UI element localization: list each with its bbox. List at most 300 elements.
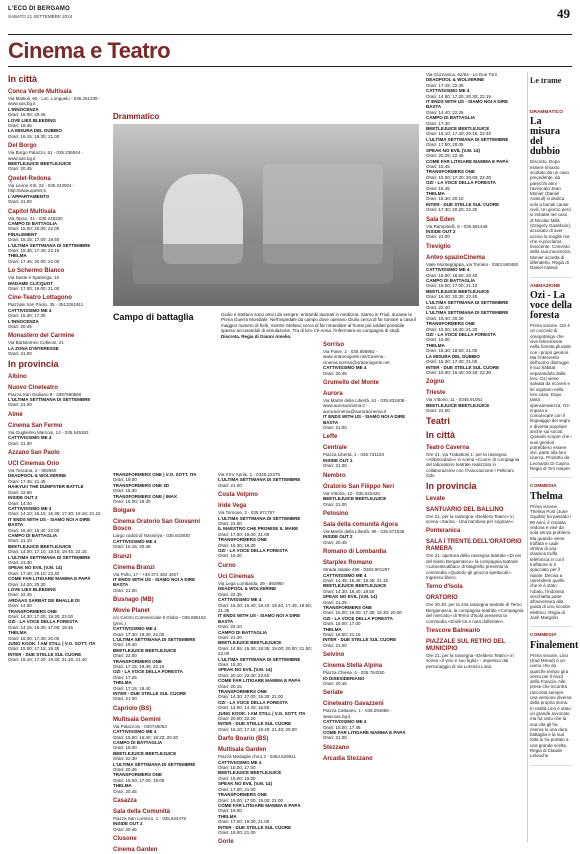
film-title: TRANSFORMERS ONE [426,169,476,175]
showtimes: Orari: 15.45 [426,163,450,169]
film-title: TRANSFORMERS ONE | V.O. SOTT. ITA [113,472,197,477]
film-title: L'INNOCENZA [8,318,39,324]
showtimes: Orari: 19.00 [113,477,137,483]
venue-address: Via Guzzanica, 62/64 - Le Due Torri [426,72,498,77]
listings-column-4 [323,338,420,842]
showtimes: Orari: 16.00; 18.30 [113,499,151,505]
showtimes: Orari: 21.00 [323,425,347,431]
venue-address: Piazza Medaglie d'oro 2 - 0364.529911 [218,754,296,760]
film-title: INTER - DUE STELLE SUL CUORE [426,364,500,370]
section-heading: Teatri [426,415,450,426]
venue-town: Nembro [323,472,346,479]
film-title: BEETLEJUICE BEETLEJUICE [218,640,282,646]
film-title: SPEAK NO EVIL (V.M. 14) [218,781,273,787]
showtimes: Orari: 21.00 [113,696,137,702]
venue-address: Ore 21: apertura della rassegna teatrale «Di nei del teatro Bergamasco» la compagnia teatrale «Lamenticalbau» di Magnello presenta la commedia «Quando gli gnocca spettacoli». Ingresso libero. [426,553,522,580]
showtimes: Orari: 21.00 [323,642,347,648]
venue-address: Ore 21, via Trabattoni 1: per la rassegna «Abbecedario» in scena «Cuori» di compagnia del laboratorio teatrale realizzato in collaborazione con l'Associazione I Pellicani Odv. [426,451,520,479]
venue-address: Via Borgo Palazzo, 51 - 035.236944 - www.sas.bg.it [8,150,83,161]
showtimes: Orari: 21.20 [218,634,242,640]
showtimes: Orari: 14.30; 17.00; 19.30; 21.00 [218,694,284,700]
showtimes: Orari: 18.45 [8,123,32,129]
film-title: CATTIVISSIMO ME 4 [218,759,262,765]
showtimes: Orari: 21.00 [113,587,137,593]
showtimes: Orari: 15.00; 16.00; 17.30; 18.30; 20.00 [323,610,402,616]
venue-address: Via Toscana, 2 - 892960 [8,468,57,474]
photo-genre-label: Drammatico [113,112,160,121]
film-title: L'ULTIMA SETTIMANA DI SETTEMBRE [218,477,301,483]
review-text: Prima visione. Lino (Kad Merad) è un uomo che da qualche tempo gira verso per il Nord della Francia. Alle prese che incontra racconta sempre una versione diversa della propria storia. In realtà Lino è stato un grande avvocato ma ha visto che la sua vita gli ha riserva lo una dura battaglia e la sua lotta lo ha portato a una grande scelta. Regia di Claude Lelouche. [530,652,572,759]
venue-address: Via Piave, 2 - 035.656962 - www.oratoriogorle.net/Cinema - cinema.sorriso@oratoriogorle.net [323,349,390,365]
film-title: CAMPO DI BATTAGLIA [113,740,163,745]
film-title: INSIDE OUT 2 [426,228,456,234]
showtimes: Orari: 20.45 [113,788,137,794]
film-title: JUNG KOOK: I AM STILL | V.O. SOTT. ITA [218,710,306,716]
showtimes: Orari: 22.00 [113,653,137,659]
showtimes: Orari: 17.00; 21.00 [218,786,256,792]
showtimes: Orari: 19.00 [218,808,242,814]
film-title: DEADPOOL & WOLVERINE [218,586,277,592]
venue-name: Movie Planet [113,608,150,615]
venue-name: Oratorio San Filippo Neri [323,483,395,490]
film-title: BEETLEJUICE BEETLEJUICE [426,402,490,408]
showtimes: Orari: 17.00; 19.00; 21.00 [218,819,270,825]
venue-name: Trieste [426,390,446,397]
film-title: THELMA [426,190,445,196]
film-title: CATTIVISSIMO ME 4 [8,435,52,441]
film-title: BEETLEJUICE BEETLEJUICE [8,543,72,549]
venue-name: SALA I TRENTE DELL'ORATORIO RAMERA [426,539,522,553]
venue-name: Cineteatro Gavazzeni [323,701,384,708]
film-title: FINALEMENT [8,231,37,237]
showtimes: Orari: 17.30; 20.20; 22.30 [426,207,478,213]
photo-caption-title: Campo di battaglia [113,312,194,322]
film-title: L'ULTIMA SETTIMANA DI SETTEMBRE [218,515,301,521]
venue-address: c/o Centro Commerciale Il Globo - 039.695182 (prec.) [113,615,207,626]
subsection-heading: In provincia [426,480,477,491]
venue-town: Capriolo (BS) [113,705,152,712]
showtimes: Orari: 15.10; 17.40; 20.15; 22.40 [426,131,492,137]
film-title: OZI - LA VOCE DELLA FORESTA [218,699,288,705]
section-rule [8,66,572,67]
showtimes: Orari: 15.00; 19.00 [218,775,256,781]
showtimes: Orari: 15.10; 17.15; 19.40; 21.40; 20.00 [218,726,297,732]
venue-name: Sala Eden [426,216,455,223]
venue-address: Via Torrione, 2 - 035.971757 [218,510,275,516]
film-title: DEADPOOL & WOLVERINE [8,473,67,479]
showtimes: Orari: 21.30 [8,559,32,565]
venue-town: Bolgare [113,508,136,515]
venue-town: Grumello del Monte [323,380,380,387]
film-title: THELMA [113,680,132,686]
showtimes: Orari: 17.40; 20.10; 22.40 [8,570,60,576]
film-title: CAMPO DI BATTAGLIA [426,115,476,121]
showtimes: Orari: 15.00; 17.45 [323,724,361,730]
film-title: THELMA [8,630,27,636]
showtimes: Orari: 21.00 [323,463,347,469]
showtimes: Orari: 18.50; 21.15 [323,632,361,637]
film-title: THELMA [426,342,445,348]
venue-name: Cinema Branzi [113,564,155,571]
film-title: CATTIVISSIMO ME 4 [8,505,52,511]
showtimes: Orari: 15.00; 17.30; 20.00; 22.30 [426,174,492,180]
film-title: OZI - LA VOCE DELLA FORESTA [426,180,496,186]
film-title: BEETLEJUICE BEETLEJUICE [218,770,282,776]
showtimes: Orari: 21.25 [323,599,347,605]
showtimes: Orari: 15.30 [218,553,242,559]
venue-town: Capitol Multisala [8,208,56,215]
listings-column-5 [426,72,524,842]
venue-town: Trescore Balneario [426,628,481,635]
venue-name: Multisala Gemini [113,716,161,723]
film-title: BEETLEJUICE BEETLEJUICE [323,496,387,502]
showtimes: Orari: 20.45 [8,324,32,329]
showtimes: Orari: 15.30; 17.30; 22.15 [8,247,60,253]
showtimes: Orari: 17.15; 22.35 [426,82,464,88]
film-title: CATTIVISSIMO ME 4 [426,88,470,94]
showtimes: Orari: 16.15; 18.30; 21.00 [8,133,60,139]
film-title: OZI - LA VOCE DELLA FORESTA [218,548,288,554]
venue-address: Ore 21: per la rassegna «Deldera Teatro» in scena «Sarina - Una bambina per sognare». [426,513,515,524]
showtimes: Orari: 15.45 [426,185,450,191]
film-title: INTER - DUE STELLE SUL CUORE [113,690,187,696]
venue-town: Clusone [113,836,137,843]
showtimes: Orari: 15.00; 16.40; 20.40; 22.30 [426,369,492,375]
venue-address: Piazza Cattaneo, 1 - 035.294868 - www.sas.bg.it [323,708,392,719]
showtimes: Orari: 21.00 [426,234,450,240]
film-title: INSIDE OUT 2 [113,821,143,827]
showtimes: Orari: 17.25 [113,674,137,680]
venue-address: Piazzale San Paolo, 35 - 3513261911 [8,302,84,308]
film-title: LA MISURA DEL DUBBIO [426,353,480,359]
venue-town: Azzano San Paolo [8,450,60,457]
showtimes: Orari: 14.20; 20.30 [8,581,46,587]
showtimes: Orari: 17.15; 19.40 [113,685,151,691]
film-title: BEETLEJUICE BEETLEJUICE [8,161,72,167]
film-title: IL MAESTRO CHE PROMISE IL MARE [218,526,299,532]
venue-address: Viale Montegrappa, via Torriani - 0363.560460 [426,261,519,267]
showtimes: Orari: 14.00 [8,603,32,609]
venue-name: Nuovo Cineteatro [8,384,59,391]
film-title: BEETLEJUICE BEETLEJUICE [426,126,490,132]
film-title: CATTIVISSIMO ME 4 [113,729,157,735]
film-title: BEETLEJUICE BEETLEJUICE [113,750,177,756]
showtimes: Orari: 16.40; 19.40; 22.00 [8,527,60,533]
film-title: COME FAR LITIGARE MAMMA E PAPÀ [218,678,301,684]
showtimes: Orari: 17.00; 19.00; 21.00 [218,531,270,537]
film-title: OZI - LA VOCE DELLA FORESTA [426,332,496,338]
venue-town: Del Borgo [8,143,37,150]
review-text: Prima visione. Ozi è un cucciolo di orangotango che vive felicemente nella foresta pluviale con i propri genitori. Ma l'intervento dell'uomo distrugge il suo habitat separandola dalla loro. Ozi viene salvata da ricoveri e lei ospitano nella loro casa. Dopo tanta spensieratezza, Ozi impara a comunicare con il linguaggio dei segni e diventa popolare anche sui social. Quando scopre che i suoi genitori potrebbero essere vivi, parte alla loro ricerca. Prodotto da Leonardo Di Caprio. Regia di Tim Harper. [530,323,572,472]
venue-name: UCI Cinemas Orio [8,461,60,468]
showtimes: Orari: 15.20; 16.40; 18.10; 19.40; 17.45; 18.50; 21.35 [218,602,312,613]
showtimes: Orari: 14.15; 16.30; 17.00; 18.45 [8,624,74,630]
showtimes: Orari: 15.00; 16.50; 20.40 [426,272,478,278]
venue-town: Terno d'Isola [426,584,463,591]
showtimes: Orari: 15.00; 17.30; 20.00 [8,635,60,641]
venue-name: Multisala Garden [218,747,267,754]
venue-address: Piazza Chiesa, 4 - 035.764250 [323,670,385,676]
issue-date: SABATO 21 SETTEMBRE 2024 [8,14,73,19]
venue-name: Cinema Stella Alpina [323,663,383,670]
review-film-title: La misura del dubbio [530,116,561,158]
venue-address: Ore 21: per la rassegna «Deldera Teatro» in scena «Il vino e suo figlio» - impresso dal personaggio di via Lorenzo Lotto. [426,653,514,669]
film-title: IT ENDS WITH US - SIAMO NOI A DIRE BASTA [323,414,406,425]
venue-name: Anteo spazioCinema [426,254,486,261]
showtimes: Orari: 14.00; 17.10; 18.15; 19.45; 22.15 [8,549,87,555]
showtimes: Orari: 15.00; 16.40; 18.20; 20.20 [113,734,179,740]
film-title: TRANSFORMERS ONE [218,689,268,694]
film-title: ARDAAS SARBAT DE BHALLE DI [8,597,80,603]
film-title: INTER - DUE STELLE SUL CUORE [8,651,82,657]
film-title: SPEAK NO EVIL (V.M. 14) [8,565,63,571]
film-title: TRANSFORMERS ONE [113,658,163,664]
venue-town: Treviglio [426,243,451,250]
venue-address: Via Lega Lombarda, 39 - 892960 [218,580,284,586]
showtimes: Orari: 20.45 [323,370,347,376]
showtimes: Orari: 22.45 [8,592,32,598]
venue-town: Conca Verde Multisala [8,89,72,95]
showtimes: Orari: 15.00; 17.00; 21.10 [426,283,478,289]
venue-address: Piazza Libertà, 1 - 035.731154 [323,452,384,458]
film-title: COME FAR LITIGARE MAMMA E PAPÀ [323,730,406,736]
page-number: 49 [557,6,570,21]
venue-address: Strada statale 498 - 0363.901297 [323,567,390,573]
showtimes: Orari: 22.35 [218,591,242,597]
film-title: INTER - DUE STELLE SUL CUORE [323,637,397,643]
review-genre: ANIMAZIONE [530,283,561,289]
photo-foreground [133,244,393,284]
film-title: IO DISESIDERIANO [323,675,365,681]
film-title: SPEAK NO EVIL (V.M. 14) [218,667,273,673]
venue-address: Via Guglielmo Marconi, 14 - 035.545363 [8,429,89,435]
film-title: IT ENDS WITH US - SIAMO NOI A DIRE BASTA [218,613,301,624]
film-title: INTER - DUE STELLE SUL CUORE [426,201,500,207]
showtimes: Orari: 20.45 [113,826,137,832]
film-title: THELMA [218,813,237,819]
showtimes: Orari: 14.30; 16.40; 18.50 [323,588,375,594]
showtimes: Orari: 20.25; 22.45 [426,153,464,159]
showtimes: Orari: 14.10; 15.15; 16.35; 17.30; 19.15; 21.15 [8,511,101,517]
film-title: TRANSFORMERS ONE [218,792,268,798]
venue-town: Zogno [426,379,445,386]
film-title: INTER - DUE STELLE SUL CUORE [218,824,292,830]
film-title: L'ULTIMA SETTIMANA DI SETTEMBRE [426,136,509,142]
showtimes: Orari: 18.30 [113,745,137,751]
showtimes: Orari: 21.00 [218,482,242,488]
film-title: COME FAR LITIGARE MAMMA E PAPÀ [218,802,301,808]
film-title: LA MISURA DEL DUBBIO [8,128,62,134]
venue-town: Monastero del Carmine [8,333,75,340]
showtimes: Orari: 14.45; 16.45; 18.45; 21.15 [323,577,389,583]
photo-caption-body: Giulio e Stefano sono amici da sempre, entrambi laureati in medicina. Siamo in Friuli, durante la Prima Guerra Mondiale. Nell'ospedale da campo dove operano Giulio cerca di far tornare a casa il maggior numero di feriti, mentre Stefano cerca di far rimandare al fronte più soldati possibile spesso accusandoli di simulazione. Tra di loro c'è Anna, l'infermiera ex compagna di studi. [221,312,417,334]
in-citta-heading: In città [8,74,38,84]
venue-town: Selvino [323,652,345,659]
film-title: OZI - LA VOCE DELLA FORESTA [8,619,78,625]
film-title: DEADPOOL & WOLVERINE [426,77,485,83]
venue-address: Via Martiri della Libertà, 61 - 035.833408 - www.auroracinema.it - auroracinema@auroracinema.it [323,398,407,414]
venue-name: ORATORIO [426,595,458,602]
showtimes: Orari: 20.45 [323,681,347,687]
venue-town: Lo Schermo Bianco [8,268,65,275]
film-title: L'ULTIMA SETTIMANA DI SETTEMBRE [8,554,91,560]
showtimes: Orari: 22.10 [218,624,242,630]
venue-name: Sorriso [323,342,345,348]
film-title: LOVE LIES BLEEDING [8,117,57,123]
showtimes: Orari: 15.00; 17.15; 19.30 [8,646,60,652]
film-title: CAMPO DI BATTAGLIA [8,220,58,226]
showtimes: Orari: 16.00; 20.45 [8,112,46,118]
venue-town: Leffe [323,434,338,441]
review-text: Discreto. Dopo essere rimasto scottato da un caso precedente, da parecchi anni l'avvocato Jean Monier (Daniel Auteuil) si dedica solo a bonali cause civili. Un giorno però si imbatte nel caso di Nicolas Milik (Grégory Gadebois), accusato di aver ucciso la moglie ma che si proclama innocente. Convinto della sua innocenza, Monier accetta di difenderlo. Regia di Daniel Auteuil. [530,159,572,271]
showtimes: Orari: 16.15; 20.45 [113,544,151,550]
venue-name: Teatro Caverna [426,444,470,451]
venue-town: Romano di Lombardia [323,549,387,556]
showtimes: Orari: 20.45 [323,539,347,545]
film-title: OZI - LA VOCE DELLA FORESTA [323,615,393,621]
venue-town: Petosino [323,510,349,517]
showtimes: Orari: 20.10; 22.30; 23.50 [218,672,270,678]
showtimes: Orari: 17.15; 19.45; 22.15 [113,663,165,669]
showtimes: Orari: 17.00; 19.00; 21.00 [8,285,60,291]
review-genre: COMMEDIA [530,484,557,490]
venue-town: Albino [8,373,27,380]
film-still-photo [113,124,419,306]
showtimes: Orari: 14.50; 17.20; 20.30; 22.15 [426,93,492,99]
review-text: Prima visione. Thelma Post (June Squibb) ha passato i 90 anni, è rimasta vedova e vive da sola senza problemi. Ma quando viene truffata e cade vittima di una classica truffa telefonica in cui il truffatore si è spacciato per il nipote. Decisa a riprendersi quello che le è stato rubato, l'indomita vecchietta parte all'avventura alla guida di uno scooter elettrico. Regia di Josh Margolin. [530,503,572,620]
venue-address: Via Rampinelli, 9 - 035.591449 [426,223,488,229]
film-title: L'ULTIMA SETTIMANA DI SETTEMBRE [113,761,196,767]
showtimes: Orari: 21.00 [323,501,347,507]
photo-caption-text [221,312,419,339]
film-title: CATTIVISSIMO ME 4 [8,307,52,313]
showtimes: Orari: 16.40; 20.30 [426,315,464,321]
film-title: INSIDE OUT 2 [8,495,38,501]
film-title: LA ZONA D'INTERESSE [8,345,59,351]
review-divider [530,277,572,278]
showtimes: Orari: 14.55; 15.30; 18.35; 19.00; 20.00; 21.50; 22.00 [218,645,312,657]
film-title: OZI - LA VOCE DELLA FORESTA [113,669,183,675]
film-title: IT ENDS WITH US - SIAMO NOI A DIRE BASTA [8,516,91,528]
film-title: BEETLEJUICE BEETLEJUICE [426,288,490,294]
review-divider [530,477,572,478]
film-title: TRANSFORMERS ONE 3D [113,482,170,488]
film-title: TRANSFORMERS ONE [218,537,268,543]
showtimes: Orari: 15.30; 17.30 [8,313,46,319]
film-title: INTER - DUE STELLE SUL CUORE [218,721,292,727]
venue-town: Curno [218,562,236,569]
masthead: L'ECO DI BERGAMO [8,6,70,12]
showtimes: Orari: 14.30; 17.00; 19.30; 22.00 [8,614,74,620]
showtimes: Orari: 21.00 [8,440,32,446]
venue-name: PIAZZALE SUL RETRO DEL MUNICIPIO [426,639,506,653]
showtimes: Orari: 19.40 [113,642,137,648]
province-venues [8,374,105,663]
showtimes: Orari: 14.40 [8,500,32,506]
venue-town: Stezzano [323,744,350,751]
venue-town: Darfo Boario (BS) [218,736,269,743]
venue-name: Cinema San Fermo [8,422,63,429]
showtimes: Orari: 21.00 [218,521,242,527]
showtimes: Orari: 15.00; 17.00 [323,621,361,627]
venue-address: Via Palazzolo - 030746053 [113,723,167,729]
showtimes: Orari: 20.15 [218,683,242,689]
film-title: COME FAR LITIGARE MAMMA E PAPÀ [426,158,509,164]
venue-town: Almè [8,411,23,418]
showtimes: Orari: 21.00 [8,199,32,205]
showtimes: Orari: 15.00; 18.30; 21.20 [426,326,478,332]
showtimes: Orari: 16.30; 18.30 [218,542,256,548]
venue-address: Via Mattioli, 65 - Loc. Longuelo - 035.251339 - www.sas.bg.it [8,96,101,107]
film-title: TRANSFORMERS ONE | IMAX [113,493,178,499]
venue-town: Gorle [218,839,234,846]
venue-name: Sala della comunità Agora [323,521,398,528]
venue-town: Ponteranica [426,528,461,535]
city-venues [8,89,105,357]
showtimes: Orari: 16.40; 20.30; 22.40 [426,294,478,300]
review-film-title: Thelma [530,490,563,502]
film-title: TRANSFORMERS ONE [8,608,58,614]
film-title: LOVE LIES BLEEDING [8,587,57,592]
venue-town: Branzi [113,553,132,560]
review-film-title: Finalement [530,639,579,651]
section-title: Cinema e Teatro [8,38,171,63]
film-title: TRANSFORMERS ONE [113,772,163,778]
film-title: IT ENDS WITH US - SIAMO NOI A DIRE BASTA [113,577,196,588]
film-title: IT ENDS WITH US - SIAMO NOI A DIRE BASTA [426,99,509,110]
review-genre: DRAMMATICO [530,110,563,115]
showtimes: Orari: 17.30; 19.30; 22.05 [113,631,165,637]
film-title: L'ULTIMA SETTIMANA DI SETTEMBRE [113,636,196,642]
film-title: CATTIVISSIMO ME 4 [113,626,157,632]
venue-address: Via XXV Aprile, 1 - 0346.22275 [218,472,280,477]
film-title: CATTIVISSIMO ME 4 [113,538,157,544]
venue-name: Iride Vega [218,503,247,510]
showtimes: Orari: 15.00; 20.00; 22.00 [8,226,60,232]
showtimes: Orari: 21.00 [323,735,347,741]
showtimes: Orari: 22.30 [113,756,137,762]
showtimes: Orari: 19.00; 21.00 [218,829,256,835]
venue-name: Cinema Oratorio San Giovanni Bosco [113,519,201,533]
venue-name: SANTUARIO DEL BALLINO [426,506,504,513]
film-title: L'APPARTAMENTO [8,193,50,199]
film-title: CATTIVISSIMO ME 4 [218,597,262,603]
showtimes: Orari: 15.00; 17.00; 19.00; 21.00 [218,797,284,803]
showtimes: Orari: 21.00 [8,351,32,357]
venue-town: Seriate [323,690,344,697]
page-header [8,4,572,35]
venue-name: Sala della Comunità [113,809,171,816]
venue-address: Via Vittorio, 11 - 0345.91051 [426,397,483,403]
showtimes: Orari: 15.00; 17.00; 19.00 [113,777,165,783]
review-genre: COMMEDIA [530,633,557,639]
listings-column-2 [113,472,211,854]
venue-address: Via Vittoria, 12 - 035.520420 [323,490,380,496]
showtimes: Orari: 21.00 [8,402,32,408]
showtimes: Orari: 15.20 [218,661,242,667]
showtimes: Orari: 17.45; 21.45 [8,478,46,484]
venue-address: Piazza San Lorenzo, 1 - 035.824475 [113,816,187,822]
film-title: JUNG KOOK: I AM STILL | V.O. SOTT. ITA [8,641,96,647]
film-title: BEETLEJUICE BEETLEJUICE [323,583,387,589]
venue-address: Via Daste e Spalenga, 15 [8,275,59,281]
venue-name: Centrale [323,445,348,452]
showtimes: Orari: 20.00; 22.20 [218,716,256,722]
venue-town: Costa Volpino [218,492,258,499]
venue-name: Starplex Romano [323,560,373,567]
film-title: CATTIVISSIMO ME 4 [426,267,470,273]
venue-name: Aurora [323,391,343,398]
